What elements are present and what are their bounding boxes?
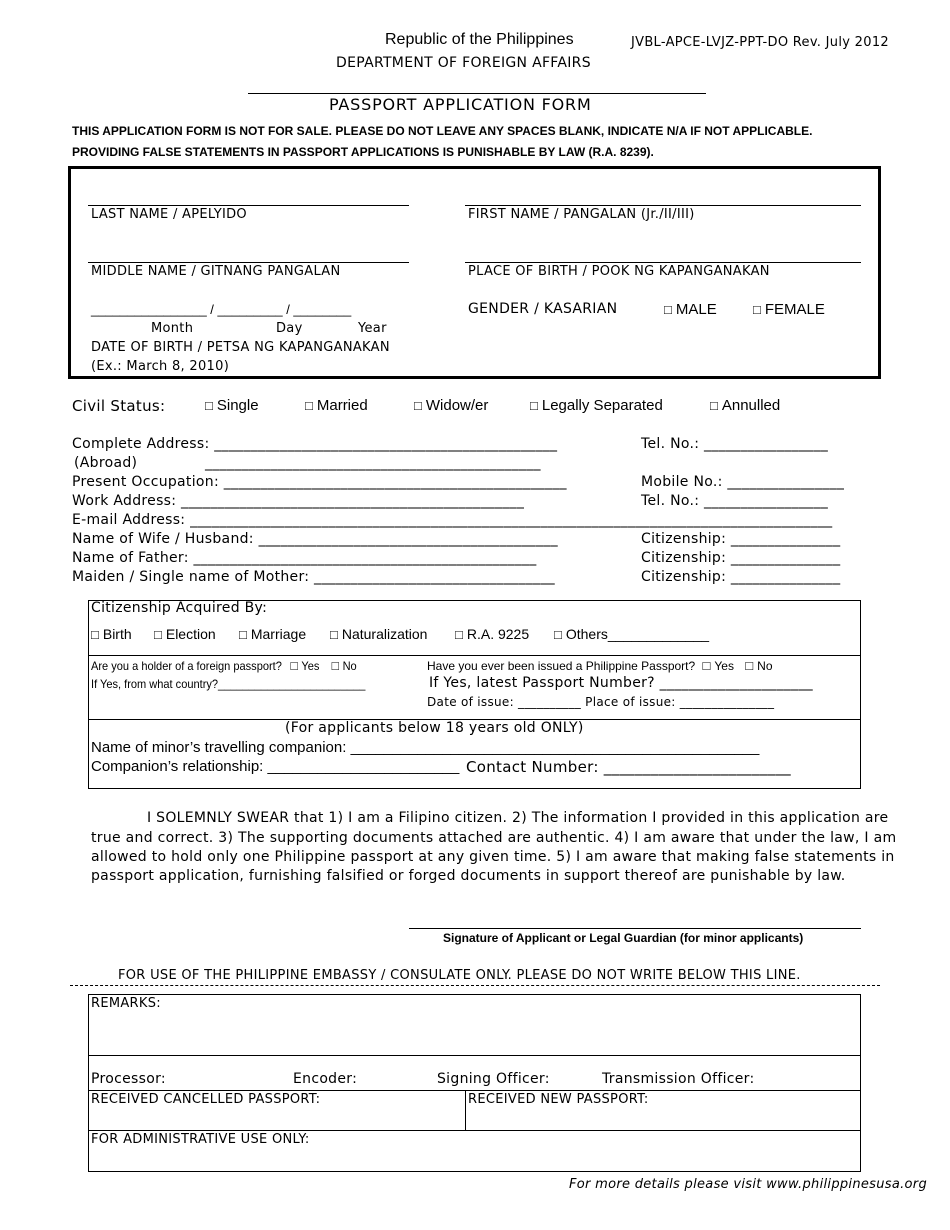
foreign-passport-question — [91, 658, 357, 673]
place-of-birth-line[interactable] — [465, 262, 861, 263]
dob-example: (Ex.: March 8, 2010) — [91, 359, 230, 374]
civil-widow-option[interactable] — [414, 397, 488, 414]
signature-line[interactable] — [409, 928, 861, 929]
first-name-label: FIRST NAME / PANGALAN (Jr./II/III) — [468, 207, 695, 222]
father-citizenship-field[interactable]: Citizenship: _______________ — [641, 550, 841, 566]
checkbox-icon[interactable]: □ — [455, 627, 463, 642]
oath-line-3: allowed to hold only one Philippine passport at any given time. 5) I am aware that making false statements in — [91, 849, 895, 865]
civil-married-label: Married — [316, 397, 368, 414]
passport-issue-field[interactable]: Date of issue: __________ Place of issue: _______________ — [427, 695, 775, 709]
citizenship-marriage-option[interactable] — [239, 626, 306, 642]
civil-separated-label: Legally Separated — [541, 397, 663, 414]
footer-details: For more details please visit www.philippinesusa.org — [569, 1177, 928, 1192]
received-column-divider — [465, 1090, 466, 1130]
ph-passport-no-label: No — [757, 659, 773, 673]
abroad-label: (Abroad) — [74, 455, 138, 471]
checkbox-icon[interactable]: □ — [554, 627, 562, 642]
mobile-no-field[interactable]: Mobile No.: ________________ — [641, 474, 845, 490]
last-name-line[interactable] — [88, 205, 409, 206]
oath-line-1: I SOLEMNLY SWEAR that 1) I am a Filipino citizen. 2) The information I provided in this application are — [147, 810, 889, 826]
citizenship-title: Citizenship Acquired By: — [91, 600, 268, 616]
checkbox-icon[interactable]: □ — [530, 398, 538, 413]
foreign-passport-question-text: Are you a holder of a foreign passport? — [91, 659, 282, 673]
dob-day-label: Day — [276, 321, 303, 336]
citizenship-others-label: Others_____________ — [565, 626, 710, 642]
checkbox-icon[interactable]: □ — [305, 398, 313, 413]
foreign-passport-no-label: No — [342, 659, 357, 673]
republic-heading: Republic of the Philippines — [385, 31, 574, 48]
remarks-label: REMARKS: — [91, 996, 161, 1011]
citizenship-ra9225-option[interactable] — [455, 626, 529, 642]
checkbox-icon[interactable]: □ — [702, 658, 711, 673]
place-of-birth-label: PLACE OF BIRTH / POOK NG KAPANGANAKAN — [468, 264, 770, 279]
foreign-country-field[interactable]: If Yes, from what country?________________________ — [91, 677, 366, 691]
dob-month-label: Month — [151, 321, 194, 336]
foreign-passport-no-option[interactable] — [332, 659, 357, 673]
checkbox-icon[interactable]: □ — [664, 302, 672, 317]
civil-single-label: Single — [216, 397, 259, 414]
father-name-field[interactable]: Name of Father: _______________________________________________ — [72, 550, 537, 566]
dob-label: DATE OF BIRTH / PETSA NG KAPANGANAKAN — [91, 340, 390, 355]
spouse-name-field[interactable]: Name of Wife / Husband: _________________________________________ — [72, 531, 558, 547]
ph-passport-question — [427, 658, 773, 673]
remarks-divider — [88, 1055, 861, 1056]
checkbox-icon[interactable]: □ — [710, 398, 718, 413]
received-cancelled-label: RECEIVED CANCELLED PASSPORT: — [91, 1092, 321, 1107]
minor-section-title: (For applicants below 18 years old ONLY) — [285, 720, 584, 736]
minor-companion-field[interactable]: Name of minor’s travelling companion: _________________________________________________ — [91, 739, 760, 756]
female-option[interactable] — [753, 301, 825, 318]
do-not-write-line — [70, 985, 880, 986]
male-option[interactable] — [664, 301, 717, 318]
civil-separated-option[interactable] — [530, 397, 663, 414]
citizenship-marriage-label: Marriage — [250, 626, 307, 642]
encoder-label: Encoder: — [293, 1071, 358, 1087]
citizenship-naturalization-option[interactable] — [330, 626, 427, 642]
notice-line-1: THIS APPLICATION FORM IS NOT FOR SALE. PLEASE DO NOT LEAVE ANY SPACES BLANK, INDICATE N/A IF NOT APPLICABLE. — [72, 124, 813, 138]
admin-use-label: FOR ADMINISTRATIVE USE ONLY: — [91, 1132, 310, 1147]
middle-name-line[interactable] — [88, 262, 409, 263]
civil-widow-label: Widow/er — [425, 397, 489, 414]
civil-annulled-option[interactable] — [710, 397, 780, 414]
form-title: PASSPORT APPLICATION FORM — [329, 95, 592, 114]
dob-year-label: Year — [358, 321, 387, 336]
signing-officer-label: Signing Officer: — [437, 1071, 550, 1087]
occupation-field[interactable]: Present Occupation: _______________________________________________ — [72, 474, 567, 490]
citizenship-birth-label: Birth — [102, 626, 132, 642]
checkbox-icon[interactable]: □ — [205, 398, 213, 413]
work-address-field[interactable]: Work Address: _______________________________________________ — [72, 493, 525, 509]
checkbox-icon[interactable]: □ — [331, 658, 339, 673]
civil-status-label: Civil Status: — [72, 397, 166, 415]
checkbox-icon[interactable]: □ — [753, 302, 761, 317]
department-heading: DEPARTMENT OF FOREIGN AFFAIRS — [336, 55, 591, 71]
officers-divider — [88, 1090, 861, 1091]
civil-annulled-label: Annulled — [721, 397, 781, 414]
citizenship-ra9225-label: R.A. 9225 — [466, 626, 530, 642]
foreign-passport-yes-option[interactable] — [290, 659, 319, 673]
civil-married-option[interactable] — [305, 397, 368, 414]
complete-address-field[interactable]: Complete Address: _______________________________________________ — [72, 436, 558, 452]
checkbox-icon[interactable]: □ — [290, 658, 298, 673]
checkbox-icon[interactable]: □ — [91, 627, 99, 642]
civil-single-option[interactable] — [205, 397, 259, 414]
ph-passport-question-text: Have you ever been issued a Philippine Passport? — [427, 659, 696, 673]
first-name-line[interactable] — [465, 205, 861, 206]
title-rule — [248, 93, 706, 94]
citizenship-naturalization-label: Naturalization — [341, 626, 428, 642]
oath-line-2: true and correct. 3) The supporting documents attached are authentic. 4) I am aware that under the law, I am — [91, 830, 897, 846]
citizenship-others-option[interactable] — [554, 626, 709, 642]
signature-label: Signature of Applicant or Legal Guardian (for minor applicants) — [443, 931, 804, 945]
checkbox-icon[interactable]: □ — [154, 627, 162, 642]
ph-passport-yes-label: Yes — [714, 659, 734, 673]
transmission-officer-label: Transmission Officer: — [602, 1071, 755, 1087]
male-label: MALE — [675, 301, 717, 318]
mother-name-field[interactable]: Maiden / Single name of Mother: _________________________________ — [72, 569, 555, 585]
checkbox-icon[interactable]: □ — [745, 658, 754, 673]
ph-passport-yes-option[interactable] — [703, 659, 734, 673]
foreign-passport-yes-label: Yes — [301, 659, 320, 673]
latest-passport-number-field[interactable]: If Yes, latest Passport Number? _____________________ — [429, 675, 813, 691]
spouse-citizenship-field[interactable]: Citizenship: _______________ — [641, 531, 841, 547]
checkbox-icon[interactable]: □ — [330, 627, 338, 642]
oath-line-4: passport application, furnishing falsified or forged documents in support thereof are punishable by law. — [91, 868, 846, 884]
received-new-label: RECEIVED NEW PASSPORT: — [468, 1092, 649, 1107]
middle-name-label: MIDDLE NAME / GITNANG PANGALAN — [91, 264, 341, 279]
checkbox-icon[interactable]: □ — [239, 627, 247, 642]
last-name-label: LAST NAME / APELYIDO — [91, 207, 247, 222]
female-label: FEMALE — [764, 301, 825, 318]
citizenship-election-option[interactable] — [154, 626, 216, 642]
companion-contact-field[interactable]: Contact Number: ________________________ — [466, 758, 791, 776]
gender-label: GENDER / KASARIAN — [468, 301, 618, 317]
mother-citizenship-field[interactable]: Citizenship: _______________ — [641, 569, 841, 585]
citizenship-election-label: Election — [165, 626, 216, 642]
dob-blanks[interactable]: ________________ / _________ / ________ — [91, 302, 352, 317]
companion-relationship-field[interactable]: Companion’s relationship: _______________________ — [91, 758, 460, 775]
office-use-notice: FOR USE OF THE PHILIPPINE EMBASSY / CONSULATE ONLY. PLEASE DO NOT WRITE BELOW THIS LINE. — [118, 968, 801, 983]
work-tel-no-field[interactable]: Tel. No.: _________________ — [641, 493, 829, 509]
checkbox-icon[interactable]: □ — [414, 398, 422, 413]
citizenship-birth-option[interactable] — [91, 626, 132, 642]
form-code: JVBL-APCE-LVJZ-PPT-DO Rev. July 2012 — [631, 35, 889, 50]
received-divider — [88, 1130, 861, 1131]
email-field[interactable]: E-mail Address: ________________________________________________________________________________________ — [72, 512, 833, 528]
ph-passport-no-option[interactable] — [745, 659, 772, 673]
abroad-address-field[interactable]: ______________________________________________ — [205, 455, 541, 471]
notice-line-2: PROVIDING FALSE STATEMENTS IN PASSPORT APPLICATIONS IS PUNISHABLE BY LAW (R.A. 8239). — [72, 145, 654, 159]
processor-label: Processor: — [91, 1071, 166, 1087]
citizenship-divider — [88, 655, 861, 656]
tel-no-field[interactable]: Tel. No.: _________________ — [641, 436, 829, 452]
